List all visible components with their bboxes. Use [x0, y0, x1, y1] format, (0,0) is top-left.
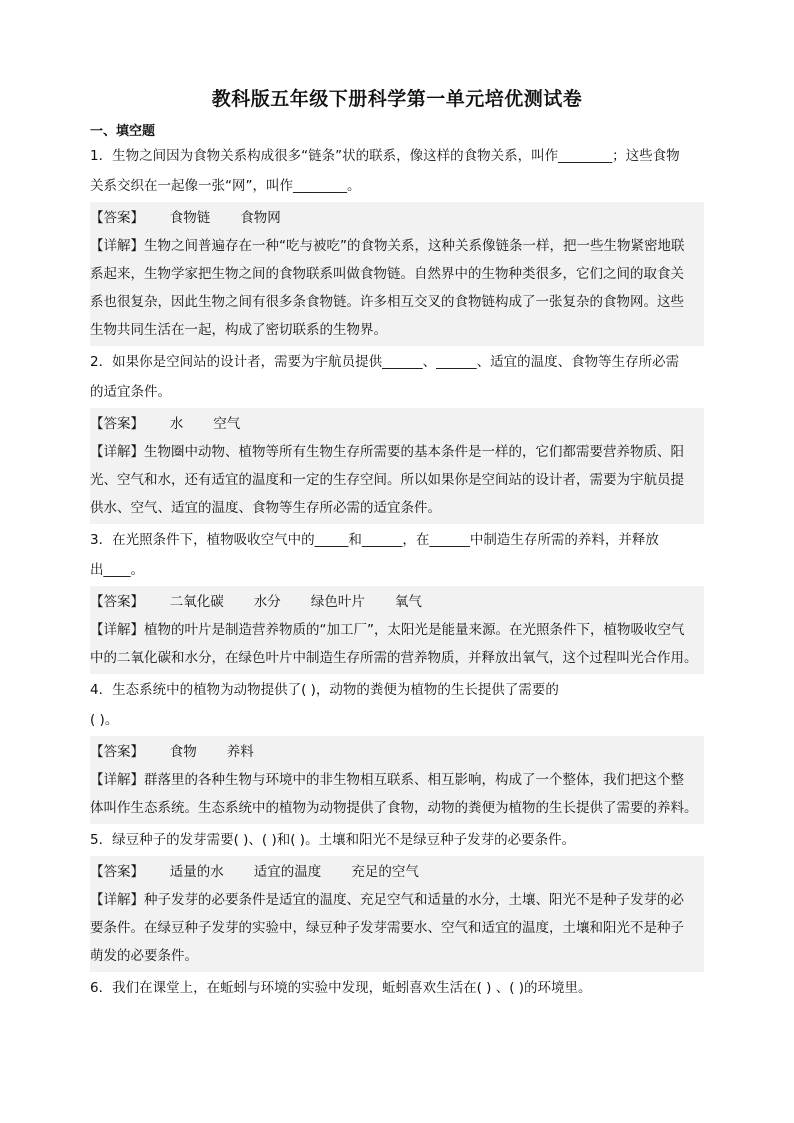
- detail-text: 系起来，生物学家把生物之间的食物联系叫做食物链。自然界中的生物种类很多，它们之间的取食关: [90, 266, 684, 282]
- question-text: 6．我们在课堂上，在蚯蚓与环境的实验中发现，蚯蚓喜欢生活在( ) 、( )的环境里。: [90, 980, 592, 996]
- answer-text: 【答案】 二氧化碳 水分 绿色叶片 氧气: [90, 594, 422, 610]
- detail-text: 系也很复杂，因此生物之间有很多条食物链。许多相互交叉的食物链构成了一张复杂的食物网。这些: [90, 294, 684, 310]
- question-text: 3．在光照条件下，植物吸收空气中的_____和______，在______中制造生存所需的养料，并释放: [90, 532, 659, 548]
- answer-box: [90, 586, 704, 674]
- answer-text: 【答案】 适量的水 适宜的温度 充足的空气: [90, 864, 419, 880]
- answer-text: 【答案】 水 空气: [90, 416, 241, 432]
- question-list: [90, 142, 704, 1004]
- answer-text: 【答案】 食物链 食物网: [90, 210, 281, 226]
- question-text: 4．生态系统中的植物为动物提供了( )，动物的粪便为植物的生长提供了需要的: [90, 682, 559, 698]
- answer-box: [90, 856, 704, 972]
- question-block: [90, 348, 704, 524]
- question-text: 关系交织在一起像一张“网”，叫作________。: [90, 178, 361, 194]
- detail-text: 萌发的必要条件。: [90, 948, 198, 964]
- detail-text: 【详解】种子发芽的必要条件是适宜的温度、充足空气和适量的水分，土壤、阳光不是种子发芽的必: [90, 892, 684, 908]
- document-title: 教科版五年级下册科学第一单元培优测试卷: [211, 88, 583, 110]
- detail-text: 体叫作生态系统。生态系统中的植物为动物提供了食物，动物的粪便为植物的生长提供了需要的养料。: [90, 800, 698, 816]
- detail-text: 【详解】群落里的各种生物与环境中的非生物相互联系、相互影响，构成了一个整体，我们把这个整: [90, 772, 684, 788]
- question-block: [90, 676, 704, 824]
- answer-box: [90, 202, 704, 346]
- question-block: [90, 142, 704, 346]
- question-block: [90, 974, 704, 1002]
- question-text: 的适宜条件。: [90, 384, 171, 400]
- question-block: [90, 526, 704, 674]
- detail-text: 【详解】生物圈中动物、植物等所有生物生存所需要的基本条件是一样的，它们都需要营养物质、阳: [90, 444, 684, 460]
- answer-box: [90, 408, 704, 524]
- detail-text: 【详解】植物的叶片是制造营养物质的“加工厂”，太阳光是能量来源。在光照条件下，植物吸收空气: [90, 622, 685, 638]
- section-heading: 一、填空题: [90, 124, 156, 139]
- detail-text: 要条件。在绿豆种子发芽的实验中，绿豆种子发芽需要水、空气和适宜的温度，土壤和阳光不是种子: [90, 920, 684, 936]
- answer-box: [90, 736, 704, 824]
- detail-text: 光、空气和水，还有适宜的温度和一定的生存空间。所以如果你是空间站的设计者，需要为宇航员提: [90, 472, 684, 488]
- detail-text: 供水、空气、适宜的温度、食物等生存所必需的适宜条件。: [90, 500, 441, 516]
- detail-text: 【详解】生物之间普遍存在一种“吃与被吃”的食物关系，这种关系像链条一样，把一些生物紧密地联: [90, 238, 685, 254]
- answer-text: 【答案】 食物 养料: [90, 744, 254, 760]
- question-text: 2．如果你是空间站的设计者，需要为宇航员提供______、______、适宜的温度、食物等生存所必需: [90, 354, 680, 370]
- detail-text: 中的二氧化碳和水分，在绿色叶片中制造生存所需的营养物质，并释放出氧气，这个过程叫光合作用。: [90, 650, 698, 666]
- question-text: 5．绿豆种子的发芽需要( )、( )和( )。土壤和阳光不是绿豆种子发芽的必要条件。: [90, 832, 576, 848]
- question-text: 出____。: [90, 562, 144, 578]
- detail-text: 生物共同生活在一起，构成了密切联系的生物界。: [90, 322, 387, 338]
- question-text: 1．生物之间因为食物关系构成很多“链条”状的联系，像这样的食物关系，叫作________；这些食物: [90, 148, 680, 164]
- question-block: [90, 826, 704, 972]
- question-text: ( )。: [90, 712, 119, 728]
